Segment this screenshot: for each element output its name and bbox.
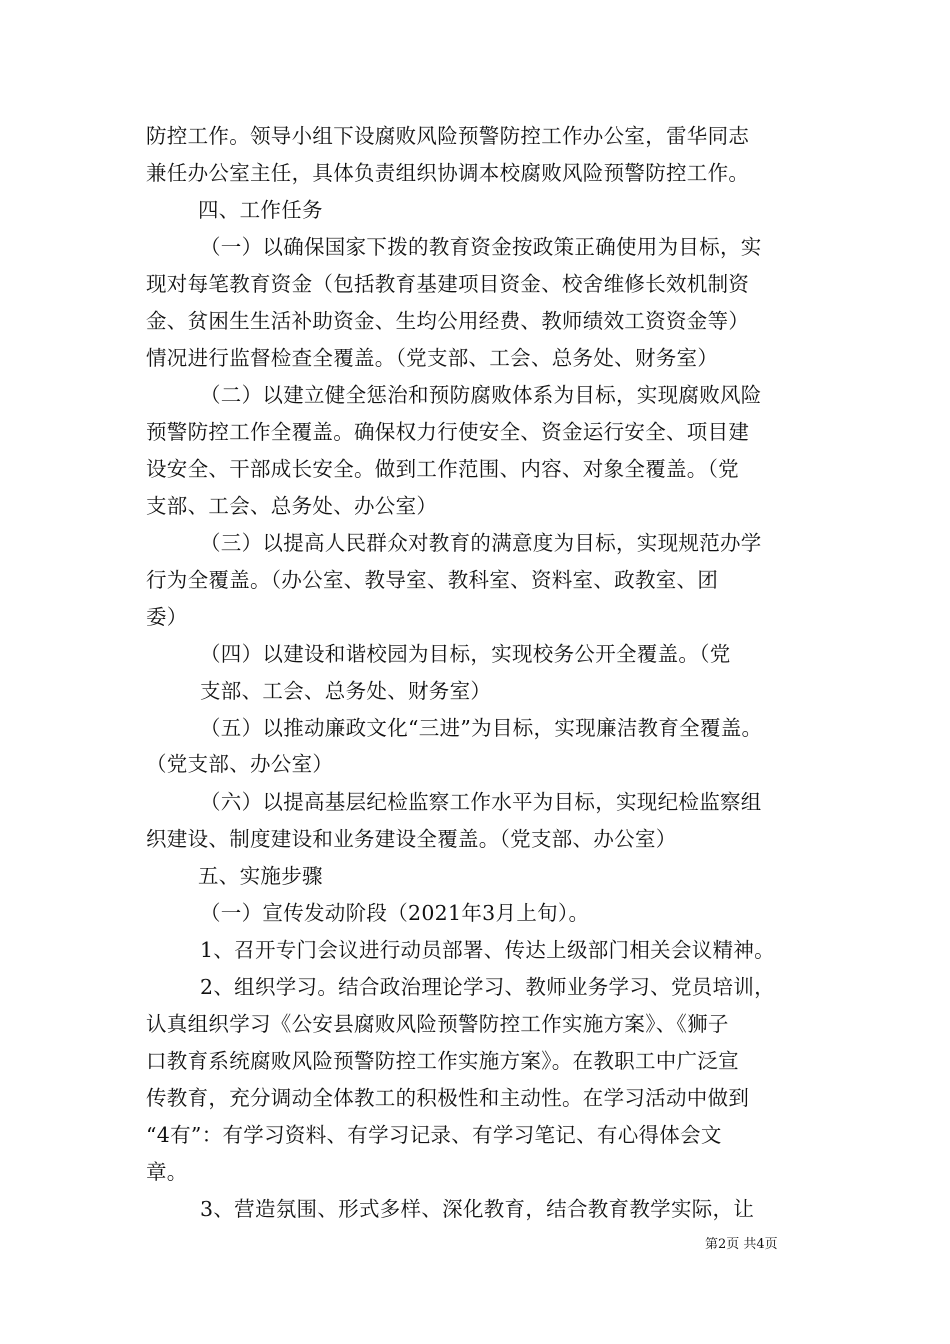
body-line-1: 防控工作。领导小组下设腐败风险预警防控工作办公室，雷华同志 — [146, 124, 750, 148]
body-line-12: （三）以提高人民群众对教育的满意度为目标，实现规范办学 — [200, 531, 762, 555]
body-line-8: （二）以建立健全惩治和预防腐败体系为目标，实现腐败风险 — [200, 383, 762, 407]
body-line-30: 3、营造氛围、形式多样、深化教育，结合教育教学实际，让 — [200, 1197, 755, 1221]
body-line-5: 现对每笔教育资金（包括教育基建项目资金、校舍维修长效机制资 — [146, 272, 750, 296]
body-line-17: （五）以推动廉政文化“三进”为目标，实现廉洁教育全覆盖。 — [200, 716, 763, 740]
body-line-22: （一）宣传发动阶段（2021年3月上旬）。 — [200, 901, 590, 925]
body-line-28: “4有”：有学习资料、有学习记录、有学习笔记、有心得体会文 — [146, 1123, 722, 1147]
body-line-2: 兼任办公室主任，具体负责组织协调本校腐败风险预警防控工作。 — [146, 161, 750, 185]
section-heading: 五、实施步骤 — [198, 864, 323, 888]
page-number-footer: 第2页 共4页 — [705, 1237, 778, 1252]
body-line-20: 织建设、制度建设和业务建设全覆盖。（党支部、办公室） — [146, 827, 677, 851]
body-line-29: 章。 — [146, 1160, 188, 1184]
body-line-18: （党支部、办公室） — [146, 752, 334, 776]
body-line-15: （四）以建设和谐校园为目标，实现校务公开全覆盖。（党 — [200, 642, 731, 666]
body-line-24: 2、组织学习。结合政治理论学习、教师业务学习、党员培训， — [200, 975, 775, 999]
body-line-13: 行为全覆盖。（办公室、教导室、教科室、资料室、政教室、团 — [146, 568, 719, 592]
body-line-23: 1、召开专门会议进行动员部署、传达上级部门相关会议精神。 — [200, 938, 775, 962]
body-line-16: 支部、工会、总务处、财务室） — [200, 679, 492, 703]
body-line-19: （六）以提高基层纪检监察工作水平为目标，实现纪检监察组 — [200, 790, 762, 814]
body-line-7: 情况进行监督检查全覆盖。（党支部、工会、总务处、财务室） — [146, 346, 719, 370]
body-line-27: 传教育，充分调动全体教工的积极性和主动性。在学习活动中做到 — [146, 1086, 750, 1110]
body-line-14: 委） — [146, 605, 188, 629]
body-line-26: 口教育系统腐败风险预警防控工作实施方案》。在教职工中广泛宣 — [146, 1049, 739, 1073]
body-line-11: 支部、工会、总务处、办公室） — [146, 494, 438, 518]
body-line-10: 设安全、干部成长安全。做到工作范围、内容、对象全覆盖。（党 — [146, 457, 739, 481]
section-heading: 四、工作任务 — [198, 198, 323, 222]
body-line-25: 认真组织学习《公安县腐败风险预警防控工作实施方案》、《狮子 — [146, 1012, 729, 1036]
body-line-9: 预警防控工作全覆盖。确保权力行使安全、资金运行安全、项目建 — [146, 420, 750, 444]
body-line-6: 金、贫困生生活补助资金、生均公用经费、教师绩效工资资金等） — [146, 309, 750, 333]
body-line-4: （一）以确保国家下拨的教育资金按政策正确使用为目标，实 — [200, 235, 762, 259]
